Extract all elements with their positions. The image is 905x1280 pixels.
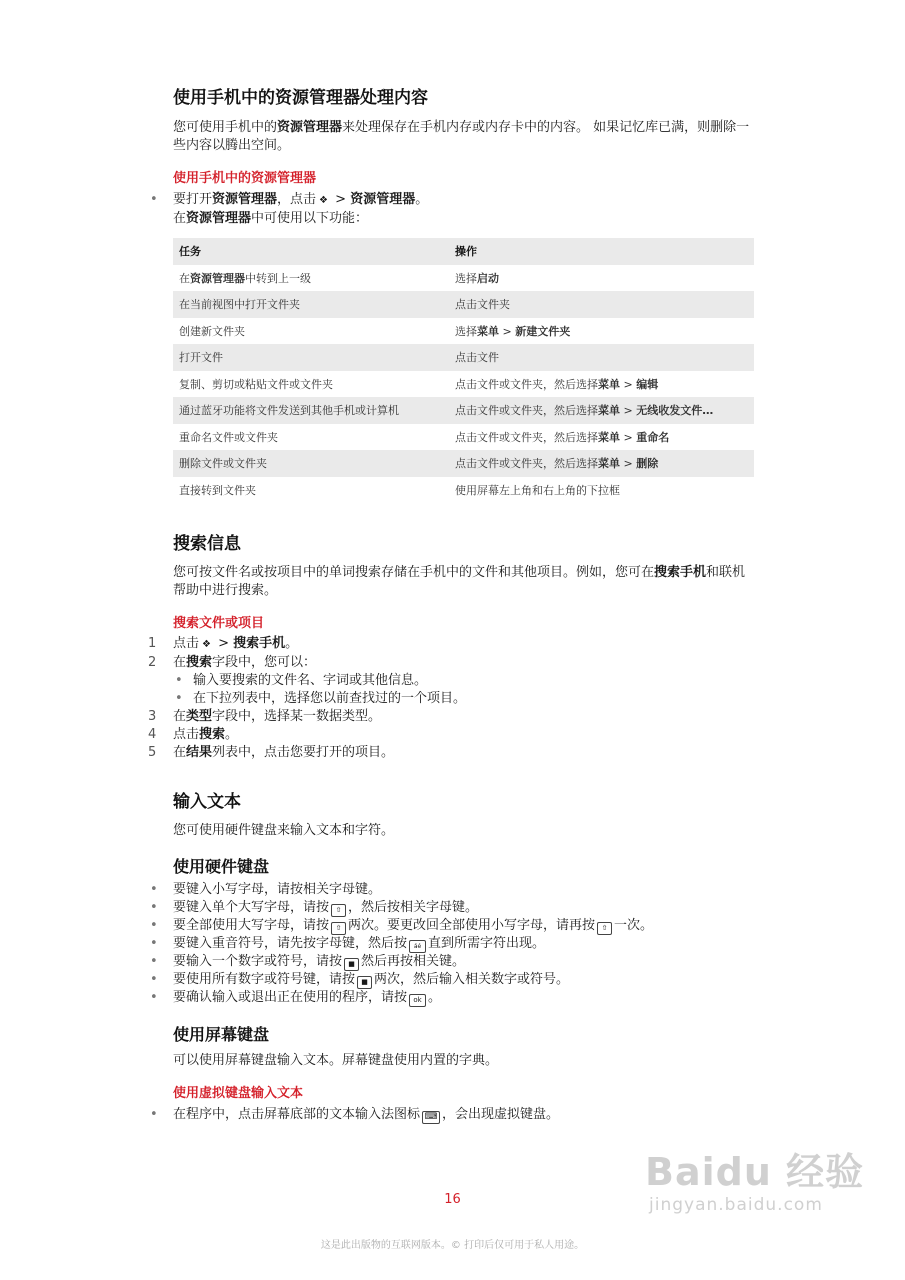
windows-flag-icon: ❖ <box>202 639 211 650</box>
table-row <box>173 397 754 424</box>
footer-note: 这是此出版物的互联网版本。© 打印后仅可用于私人用途。 <box>320 1240 585 1251</box>
table-header-action: 操作 <box>449 238 754 265</box>
subsection-title-hardware-keyboard: 使用硬件键盘 <box>173 857 270 876</box>
table-header-task: 任务 <box>173 238 449 265</box>
table-cell-action: 点击文件或文件夹，然后选择菜单 > 编辑 <box>455 377 659 391</box>
keyboard-icon: ⌨ <box>422 1111 440 1124</box>
table-cell-action: 点击文件或文件夹，然后选择菜单 > 删除 <box>449 450 754 477</box>
table-cell-task: 重命名文件或文件夹 <box>179 430 278 444</box>
search-step-2: 2 在搜索字段中，您可以： <box>148 655 317 670</box>
search-step-2-sub-2: • 在下拉列表中，选择您以前查找过的一个项目。 <box>173 690 758 708</box>
shift-key-icon: ⇧ <box>331 922 346 935</box>
search-intro: 您可按文件名或按项目中的单词搜索存储在手机中的文件和其他项目。例如，您可在搜索手机和联机帮助中进行搜索。 <box>173 565 746 598</box>
hw-bullet-number-symbol: • 要输入一个数字或符号，请按 ■ 然后再按相关键。 <box>173 953 758 971</box>
bullet-open-explorer: • 要打开资源管理器，点击 ❖ > 资源管理器。 <box>173 191 758 210</box>
section-title-explorer: 使用手机中的资源管理器处理内容 <box>173 88 428 108</box>
table-cell-task: 复制、剪切或粘贴文件或文件夹 <box>179 377 333 391</box>
table-row <box>173 424 754 451</box>
hw-bullet-confirm: • 要确认输入或退出正在使用的程序，请按 ok 。 <box>173 989 758 1007</box>
subsection-title-virtual-keyboard: 使用虚拟键盘输入文本 <box>173 1086 304 1101</box>
text-input-intro: 您可使用硬件键盘来输入文本和字符。 <box>173 823 395 838</box>
table-header-row <box>173 238 754 265</box>
hw-bullet-lowercase: • 要键入小写字母，请按相关字母键。 <box>173 881 758 899</box>
table-row <box>173 265 754 292</box>
page-number: 16 <box>444 1192 461 1207</box>
table-row <box>173 291 754 318</box>
table-cell-task: 创建新文件夹 <box>179 324 245 338</box>
screen-keyboard-intro: 可以使用屏幕键盘输入文本。屏幕键盘使用内置的字典。 <box>173 1053 499 1068</box>
section-title-text-input: 输入文本 <box>173 792 241 812</box>
hw-bullet-caps-lock: • 要全部使用大写字母，请按 ⇧ 两次。要更改回全部使用小写字母，请再按 ⇧ 一次。 <box>173 917 758 935</box>
explorer-functions-intro: 在资源管理器中可使用以下功能： <box>173 211 369 226</box>
table-cell-task: 在当前视图中打开文件夹 <box>173 291 449 318</box>
function-key-icon: ■ <box>357 976 372 989</box>
table-cell-action: 点击文件夹 <box>449 291 754 318</box>
table-cell-task: 通过蓝牙功能将文件发送到其他手机或计算机 <box>173 397 449 424</box>
section-title-search: 搜索信息 <box>173 534 241 554</box>
table-cell-task: 打开文件 <box>173 344 449 371</box>
table-cell-action: 点击文件或文件夹，然后选择菜单 > 重命名 <box>455 430 670 444</box>
ok-key-icon: ok <box>409 994 426 1007</box>
table-row <box>173 450 754 477</box>
subsection-title-explorer: 使用手机中的资源管理器 <box>173 171 317 186</box>
table-row <box>173 318 754 345</box>
explorer-intro: 您可使用手机中的资源管理器来处理保存在手机内存或内存卡中的内容。 如果记忆库已满，则删除一些内容以腾出空间。 <box>173 120 750 153</box>
function-key-icon: ■ <box>344 958 359 971</box>
table-cell-action: 选择启动 <box>455 271 499 285</box>
table-cell-action: 使用屏幕左上角和右上角的下拉框 <box>455 483 620 497</box>
table-cell-action: 点击文件或文件夹，然后选择菜单 > 无线收发文件… <box>449 397 754 424</box>
baidu-watermark-url: jingyan.baidu.com <box>649 1195 823 1215</box>
subsection-title-screen-keyboard: 使用屏幕键盘 <box>173 1025 270 1044</box>
table-cell-action: 点击文件 <box>449 344 754 371</box>
subsection-title-search: 搜索文件或项目 <box>173 616 265 631</box>
baidu-watermark-logo: Baidu 经验 <box>645 1150 865 1194</box>
table-row <box>173 344 754 371</box>
hardware-keyboard-list <box>173 881 758 1007</box>
hw-bullet-all-symbols: • 要使用所有数字或符号键，请按 ■ 两次，然后输入相关数字或符号。 <box>173 971 758 989</box>
explorer-functions-table <box>173 238 754 503</box>
search-step-1: 1 点击 ❖ > 搜索手机。 <box>173 635 758 654</box>
table-cell-task: 直接转到文件夹 <box>179 483 256 497</box>
hw-bullet-single-uppercase: • 要键入单个大写字母，请按 ⇧ ，然后按相关字母键。 <box>173 899 758 917</box>
windows-flag-icon: ❖ <box>319 195 329 206</box>
search-step-2-sub-1: • 输入要搜索的文件名、字词或其他信息。 <box>173 672 758 690</box>
baidu-watermark <box>645 1150 865 1230</box>
table-cell-task: 在资源管理器中转到上一级 <box>179 271 311 285</box>
search-step-4: 4 点击搜索。 <box>148 727 239 742</box>
search-step-5: 5 在结果列表中，点击您要打开的项目。 <box>148 745 395 760</box>
hw-bullet-accent: • 要键入重音符号，请先按字母键，然后按 áé 直到所需字符出现。 <box>173 935 758 953</box>
table-row <box>173 477 754 504</box>
search-step-3: 3 在类型字段中，选择某一数据类型。 <box>148 709 382 724</box>
page-content <box>148 86 758 1124</box>
bullet-virtual-keyboard: • 在程序中，点击屏幕底部的文本输入法图标 ⌨ ，会出现虚拟键盘。 <box>173 1106 758 1124</box>
shift-key-icon: ⇧ <box>597 922 612 935</box>
shift-key-icon: ⇧ <box>331 904 346 917</box>
table-row <box>173 371 754 398</box>
accent-key-icon: áé <box>409 940 426 953</box>
table-cell-action: 选择菜单 > 新建文件夹 <box>455 324 571 338</box>
table-cell-task: 删除文件或文件夹 <box>173 450 449 477</box>
